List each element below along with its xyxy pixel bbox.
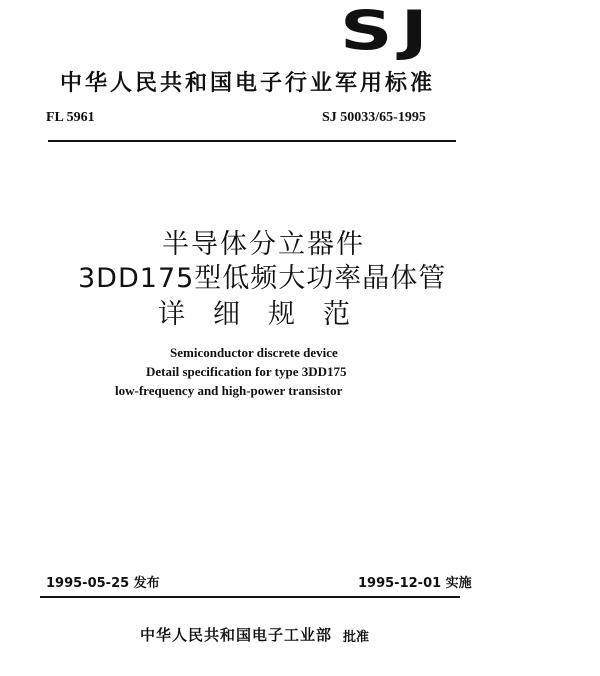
document-title-line3: 详细规范 (158, 299, 378, 330)
effective-date: 1995-12-01 实施 (358, 576, 472, 591)
document-title-line2: 3DD175型低频大功率晶体管 (78, 263, 447, 294)
classification-code: FL 5961 (46, 110, 95, 125)
footer-divider (40, 596, 460, 598)
approving-authority: 中华人民共和国电子工业部 (140, 626, 333, 644)
header-divider (48, 140, 456, 142)
issue-date: 1995-05-25 发布 (46, 576, 160, 591)
standard-number: SJ 50033/65-1995 (322, 110, 426, 125)
english-title-line2: Detail specification for type 3DD175 (146, 364, 347, 379)
document-title-line1: 半导体分立器件 (162, 229, 365, 260)
approved-label: 批准 (343, 630, 370, 645)
english-title-line1: Semiconductor discrete device (170, 345, 338, 360)
english-title-line3: low-frequency and high-power transistor (115, 383, 343, 398)
sj-logo: SJ (340, 0, 436, 62)
standard-title: 中华人民共和国电子行业军用标准 (60, 71, 436, 96)
